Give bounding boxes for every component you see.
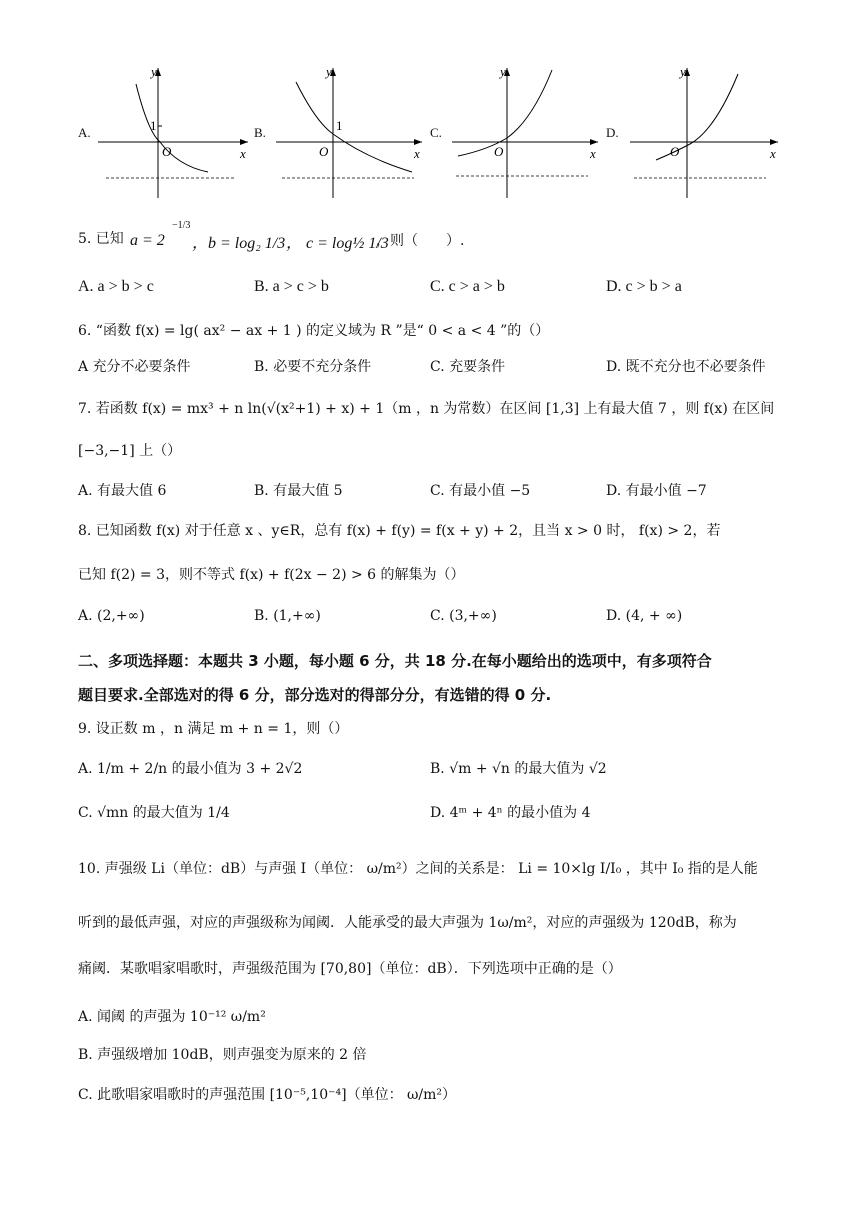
graph-d <box>630 62 782 202</box>
graph-a-x-label: x <box>240 146 246 161</box>
q9-stem: 9. 设正数 m ，n 满足 m + n = 1，则（） <box>78 721 349 737</box>
q7-option-b[interactable]: B. 有最大值 5 <box>254 483 343 499</box>
q5-c-expr: ， c = log½ 1/3 <box>286 235 389 252</box>
graph-b-letter: B. <box>254 125 266 140</box>
graph-a-one-label: 1 <box>150 118 157 133</box>
graph-d-origin-label: O <box>670 144 680 159</box>
q10-option-c[interactable]: C. 此歌唱家唱歌时的声强范围 [10⁻⁵,10⁻⁴]（单位： ω/m²） <box>78 1087 457 1103</box>
graph-c-origin-label: O <box>494 144 504 159</box>
q10-line3: 痛阈．某歌唱家唱歌时，声强级范围为 [70,80]（单位：dB）．下列选项中正确的是（） <box>78 961 622 977</box>
q9-option-b[interactable]: B. √m + √n 的最大值为 √2 <box>430 761 607 777</box>
q5-prefix: 5. 已知 <box>78 231 124 247</box>
q8-option-c[interactable]: C. (3,+∞) <box>430 608 497 624</box>
section-2-line2: 题目要求.全部选对的得 6 分，部分选对的得部分分，有选错的得 0 分. <box>78 686 552 704</box>
q5-option-b[interactable]: B. a > c > b <box>254 278 329 295</box>
q5-option-c[interactable]: C. c > a > b <box>430 278 505 295</box>
q5-a-expr: a = 2 <box>130 232 165 249</box>
q9-option-d[interactable]: D. 4ᵐ + 4ⁿ 的最小值为 4 <box>430 805 591 821</box>
graph-d-letter: D. <box>606 125 619 140</box>
graph-d-x-label: x <box>770 146 776 161</box>
graph-a-letter: A. <box>78 125 91 140</box>
graph-b-y-label: y <box>326 64 332 79</box>
q5-a-exponent: −1/3 <box>172 220 191 231</box>
q7-line1: 7. 若函数 f(x) = mx³ + n ln(√(x²+1) + x) + 1（m ，n 为常数）在区间 [1,3] 上有最大值 7 ，则 f(x) 在区间 <box>78 401 775 417</box>
q10-line2: 听到的最低声强，对应的声强级称为闻阈．人能承受的最大声强为 1ω/m²，对应的声强级为 120dB，称为 <box>78 915 737 931</box>
q5-option-a[interactable]: A. a > b > c <box>78 278 154 295</box>
q9-option-a[interactable]: A. 1/m + 2/n 的最小值为 3 + 2√2 <box>78 761 303 777</box>
q6-option-d[interactable]: D. 既不充分也不必要条件 <box>606 359 766 375</box>
graph-a-origin-label: O <box>162 144 172 159</box>
q8-option-b[interactable]: B. (1,+∞) <box>254 608 321 624</box>
q6-option-b[interactable]: B. 必要不充分条件 <box>254 359 372 375</box>
graph-b-one-label: 1 <box>336 118 343 133</box>
graph-b-origin-label: O <box>319 144 329 159</box>
q5-option-d[interactable]: D. c > b > a <box>606 278 682 295</box>
q7-option-a[interactable]: A. 有最大值 6 <box>78 483 167 499</box>
graph-a-y-label: y <box>151 64 157 79</box>
q5-suffix: ，则（ ）. <box>376 233 465 249</box>
q7-option-c[interactable]: C. 有最小值 −5 <box>430 483 531 499</box>
q8-line1: 8. 已知函数 f(x) 对于任意 x 、y∈R，总有 f(x) + f(y) = f(x + y) + 2，且当 x > 0 时， f(x) > 2，若 <box>78 523 721 539</box>
q9-option-c[interactable]: C. √mn 的最大值为 1/4 <box>78 805 230 821</box>
graph-b <box>276 62 426 202</box>
q10-option-a[interactable]: A. 闻阈 的声强为 10⁻¹² ω/m² <box>78 1009 266 1025</box>
q7-line2: [−3,−1] 上（） <box>78 443 182 459</box>
section-2-line1: 二、多项选择题：本题共 3 小题，每小题 6 分，共 18 分.在每小题给出的选项中，有多项符合 <box>78 652 712 670</box>
q10-option-b[interactable]: B. 声强级增加 10dB，则声强变为原来的 2 倍 <box>78 1047 367 1063</box>
q8-option-a[interactable]: A. (2,+∞) <box>78 608 145 624</box>
graph-c-x-label: x <box>590 146 596 161</box>
q10-line1: 10. 声强级 Li（单位：dB）与声强 I（单位： ω/m²）之间的关系是： Li = 10×lg I/I₀ ，其中 I₀ 指的是人能 <box>78 861 758 877</box>
q7-option-d[interactable]: D. 有最小值 −7 <box>606 483 707 499</box>
graph-b-x-label: x <box>414 146 420 161</box>
graph-c-y-label: y <box>500 64 506 79</box>
graph-a <box>98 62 248 202</box>
graph-d-y-label: y <box>680 64 686 79</box>
q6-option-a[interactable]: A 充分不必要条件 <box>78 359 191 375</box>
q6-option-c[interactable]: C. 充要条件 <box>430 359 506 375</box>
q8-line2: 已知 f(2) = 3，则不等式 f(x) + f(2x − 2) > 6 的解集为（） <box>78 567 465 583</box>
graph-c-letter: C. <box>430 125 442 140</box>
q6-stem: 6. “函数 f(x) = lg( ax² − ax + 1 ) 的定义域为 R ”是“ 0 < a < 4 ”的（） <box>78 323 550 339</box>
graph-c <box>452 62 602 202</box>
q8-option-d[interactable]: D. (4, + ∞) <box>606 608 683 624</box>
q5-b-expr: ，b = log₂ 1/3 <box>192 235 286 252</box>
